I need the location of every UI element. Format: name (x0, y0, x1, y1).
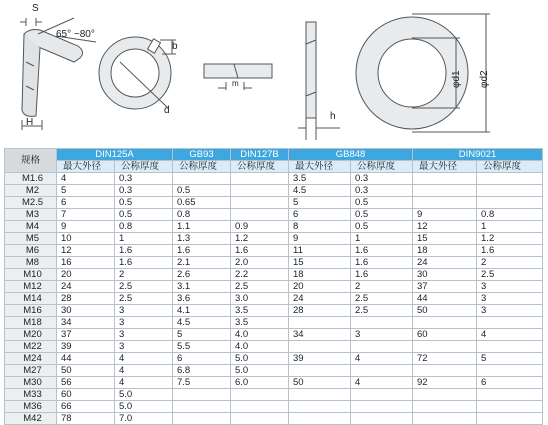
value-cell: 6 (477, 377, 543, 389)
value-cell: 16 (57, 257, 115, 269)
value-cell: 3.6 (173, 293, 231, 305)
value-cell: 3 (351, 329, 413, 341)
value-cell: 4.1 (173, 305, 231, 317)
value-cell: 1.1 (173, 221, 231, 233)
value-cell (351, 413, 413, 425)
value-cell (231, 209, 289, 221)
value-cell: 4 (115, 365, 173, 377)
value-cell: 0.8 (173, 209, 231, 221)
value-cell (231, 413, 289, 425)
value-cell: 0.8 (477, 209, 543, 221)
value-cell: 5.0 (115, 401, 173, 413)
col-din125a-od: 最大外径 (57, 161, 115, 173)
value-cell: 2.5 (115, 281, 173, 293)
value-cell: 4.5 (173, 317, 231, 329)
value-cell: 34 (289, 329, 351, 341)
value-cell: 28 (57, 293, 115, 305)
label-h-side: H (26, 117, 34, 128)
value-cell: 5 (173, 329, 231, 341)
table-row (5, 221, 543, 233)
std-gb848: GB848 (289, 149, 413, 161)
value-cell (351, 341, 413, 353)
size-cell: M12 (5, 281, 57, 293)
size-cell: M30 (5, 377, 57, 389)
size-cell: M16 (5, 305, 57, 317)
value-cell: 5.0 (231, 365, 289, 377)
col-gb848-thk: 公称厚度 (351, 161, 413, 173)
value-cell (413, 185, 477, 197)
value-cell (477, 401, 543, 413)
value-cell (477, 365, 543, 377)
value-cell (477, 389, 543, 401)
size-cell: M3 (5, 209, 57, 221)
size-cell: M42 (5, 413, 57, 425)
value-cell: 15 (289, 257, 351, 269)
value-cell: 78 (57, 413, 115, 425)
value-cell: 2.0 (231, 257, 289, 269)
size-cell: M1.6 (5, 173, 57, 185)
value-cell: 28 (289, 305, 351, 317)
value-cell: 2 (351, 281, 413, 293)
table-row (5, 413, 543, 425)
value-cell (289, 317, 351, 329)
value-cell: 2 (477, 257, 543, 269)
value-cell: 4 (57, 173, 115, 185)
value-cell (351, 401, 413, 413)
value-cell: 39 (57, 341, 115, 353)
value-cell: 0.3 (351, 173, 413, 185)
std-din125a: DIN125A (57, 149, 173, 161)
label-d1: φd1 (451, 70, 462, 88)
value-cell (173, 401, 231, 413)
size-cell: M5 (5, 233, 57, 245)
value-cell (173, 413, 231, 425)
value-cell: 44 (413, 293, 477, 305)
table-row (5, 245, 543, 257)
value-cell: 24 (289, 293, 351, 305)
value-cell (289, 389, 351, 401)
value-cell: 3.1 (173, 281, 231, 293)
value-cell: 0.5 (351, 221, 413, 233)
size-cell: M20 (5, 329, 57, 341)
value-cell (351, 317, 413, 329)
value-cell: 0.5 (351, 197, 413, 209)
table-row (5, 233, 543, 245)
value-cell: 3 (477, 293, 543, 305)
value-cell: 0.9 (231, 221, 289, 233)
size-cell: M4 (5, 221, 57, 233)
value-cell: 1 (477, 221, 543, 233)
value-cell: 24 (413, 257, 477, 269)
value-cell: 37 (413, 281, 477, 293)
value-cell: 15 (413, 233, 477, 245)
value-cell: 5 (289, 197, 351, 209)
value-cell (477, 413, 543, 425)
table-row (5, 185, 543, 197)
size-cell: M6 (5, 245, 57, 257)
value-cell (231, 173, 289, 185)
table-row (5, 257, 543, 269)
washer-spec-table (4, 148, 543, 425)
value-cell: 30 (413, 269, 477, 281)
table-row (5, 329, 543, 341)
technical-drawings (0, 0, 548, 145)
value-cell: 2.5 (231, 281, 289, 293)
value-cell: 20 (57, 269, 115, 281)
value-cell: 0.5 (115, 197, 173, 209)
value-cell: 4 (115, 353, 173, 365)
value-cell: 3.5 (289, 173, 351, 185)
value-cell: 44 (57, 353, 115, 365)
value-cell: 0.65 (173, 197, 231, 209)
size-cell: M36 (5, 401, 57, 413)
value-cell: 4 (351, 377, 413, 389)
value-cell: 1.2 (231, 233, 289, 245)
value-cell: 3.5 (231, 317, 289, 329)
value-cell (413, 413, 477, 425)
value-cell (289, 401, 351, 413)
value-cell: 3 (477, 305, 543, 317)
table-row (5, 305, 543, 317)
table-row (5, 173, 543, 185)
table-row (5, 401, 543, 413)
value-cell: 7.5 (173, 377, 231, 389)
value-cell: 1.6 (351, 269, 413, 281)
value-cell: 2.5 (351, 293, 413, 305)
col-din127b-thk: 公称厚度 (231, 161, 289, 173)
flat-washer-side-view (298, 22, 340, 140)
value-cell: 0.5 (351, 209, 413, 221)
value-cell: 3 (115, 305, 173, 317)
label-s: S (32, 3, 39, 14)
value-cell: 9 (289, 233, 351, 245)
value-cell: 4 (115, 377, 173, 389)
value-cell: 2.5 (477, 269, 543, 281)
table-row (5, 269, 543, 281)
value-cell: 50 (289, 377, 351, 389)
value-cell: 5 (57, 185, 115, 197)
value-cell (231, 185, 289, 197)
value-cell: 5.5 (173, 341, 231, 353)
value-cell: 2.2 (231, 269, 289, 281)
size-cell: M22 (5, 341, 57, 353)
value-cell (289, 365, 351, 377)
value-cell (413, 365, 477, 377)
value-cell: 1.6 (173, 245, 231, 257)
value-cell (351, 389, 413, 401)
value-cell: 3 (115, 341, 173, 353)
value-cell: 0.5 (115, 209, 173, 221)
table-row (5, 365, 543, 377)
table-row (5, 293, 543, 305)
value-cell: 37 (57, 329, 115, 341)
label-m: m (232, 79, 239, 88)
value-cell: 3.0 (231, 293, 289, 305)
value-cell: 4 (351, 353, 413, 365)
value-cell: 1.6 (115, 245, 173, 257)
value-cell: 4 (477, 329, 543, 341)
value-cell: 4.0 (231, 329, 289, 341)
value-cell: 0.3 (351, 185, 413, 197)
column-header-row (5, 161, 543, 173)
value-cell (231, 389, 289, 401)
value-cell: 1.6 (351, 257, 413, 269)
value-cell (413, 401, 477, 413)
table-row (5, 389, 543, 401)
value-cell (173, 389, 231, 401)
value-cell: 66 (57, 401, 115, 413)
col-din9021-thk: 公称厚度 (477, 161, 543, 173)
value-cell (477, 317, 543, 329)
value-cell: 0.8 (115, 221, 173, 233)
value-cell: 12 (57, 245, 115, 257)
label-b: b (172, 41, 178, 52)
value-cell: 60 (413, 329, 477, 341)
col-gb848-od: 最大外径 (289, 161, 351, 173)
value-cell: 7.0 (115, 413, 173, 425)
value-cell: 30 (57, 305, 115, 317)
value-cell: 3 (477, 281, 543, 293)
value-cell: 34 (57, 317, 115, 329)
value-cell: 6 (57, 197, 115, 209)
size-cell: M10 (5, 269, 57, 281)
table-row (5, 209, 543, 221)
value-cell: 4.0 (231, 341, 289, 353)
value-cell: 20 (289, 281, 351, 293)
flat-washer-front-view (356, 14, 490, 132)
size-cell: M2.5 (5, 197, 57, 209)
value-cell: 0.3 (115, 185, 173, 197)
value-cell (413, 317, 477, 329)
value-cell: 2.6 (173, 269, 231, 281)
size-cell: M18 (5, 317, 57, 329)
value-cell: 1 (115, 233, 173, 245)
label-angle: 65° ~80° (56, 29, 95, 40)
value-cell: 1.6 (351, 245, 413, 257)
value-cell: 1.3 (173, 233, 231, 245)
value-cell: 0.3 (115, 173, 173, 185)
col-gb93-thk: 公称厚度 (173, 161, 231, 173)
value-cell: 2.5 (115, 293, 173, 305)
table-row (5, 281, 543, 293)
value-cell: 60 (57, 389, 115, 401)
value-cell: 50 (57, 365, 115, 377)
value-cell: 8 (289, 221, 351, 233)
value-cell: 9 (413, 209, 477, 221)
std-gb93: GB93 (173, 149, 231, 161)
value-cell: 1 (351, 233, 413, 245)
value-cell (477, 185, 543, 197)
value-cell: 56 (57, 377, 115, 389)
value-cell: 2.5 (351, 305, 413, 317)
size-cell: M14 (5, 293, 57, 305)
size-header: 规格 (5, 149, 57, 173)
label-d: d (164, 105, 170, 116)
value-cell (351, 365, 413, 377)
value-cell: 72 (413, 353, 477, 365)
value-cell: 50 (413, 305, 477, 317)
value-cell: 1.6 (477, 245, 543, 257)
label-d2: φd2 (479, 70, 490, 88)
washer-drawings-svg (0, 0, 548, 145)
value-cell (413, 173, 477, 185)
value-cell: 92 (413, 377, 477, 389)
value-cell: 18 (289, 269, 351, 281)
size-cell: M2 (5, 185, 57, 197)
value-cell (231, 197, 289, 209)
table-row (5, 317, 543, 329)
std-din127b: DIN127B (231, 149, 289, 161)
spec-table-body (5, 173, 543, 425)
value-cell: 3.5 (231, 305, 289, 317)
value-cell: 1.2 (477, 233, 543, 245)
value-cell (413, 197, 477, 209)
value-cell (477, 173, 543, 185)
value-cell (289, 413, 351, 425)
size-cell: M8 (5, 257, 57, 269)
value-cell: 0.5 (173, 185, 231, 197)
label-h-flat: h (330, 111, 336, 122)
table-row (5, 377, 543, 389)
value-cell: 4.5 (289, 185, 351, 197)
value-cell (173, 173, 231, 185)
value-cell: 6 (173, 353, 231, 365)
value-cell: 5.0 (115, 389, 173, 401)
value-cell: 24 (57, 281, 115, 293)
table-row (5, 353, 543, 365)
value-cell (413, 389, 477, 401)
value-cell (231, 401, 289, 413)
col-din125a-thk: 公称厚度 (115, 161, 173, 173)
value-cell: 6 (289, 209, 351, 221)
value-cell: 3 (115, 317, 173, 329)
value-cell: 2 (115, 269, 173, 281)
size-cell: M33 (5, 389, 57, 401)
value-cell: 1.6 (115, 257, 173, 269)
value-cell (289, 341, 351, 353)
value-cell: 9 (57, 221, 115, 233)
value-cell (413, 341, 477, 353)
value-cell: 6.8 (173, 365, 231, 377)
value-cell (477, 341, 543, 353)
value-cell: 1.6 (231, 245, 289, 257)
standards-header-row (5, 149, 543, 161)
value-cell: 12 (413, 221, 477, 233)
value-cell: 5.0 (231, 353, 289, 365)
col-din9021-od: 最大外径 (413, 161, 477, 173)
value-cell: 10 (57, 233, 115, 245)
std-din9021: DIN9021 (413, 149, 543, 161)
value-cell: 5 (477, 353, 543, 365)
spring-washer-top-view (99, 37, 176, 109)
table-row (5, 197, 543, 209)
value-cell: 11 (289, 245, 351, 257)
value-cell: 7 (57, 209, 115, 221)
value-cell: 2.1 (173, 257, 231, 269)
value-cell: 39 (289, 353, 351, 365)
value-cell: 18 (413, 245, 477, 257)
value-cell: 3 (115, 329, 173, 341)
size-cell: M27 (5, 365, 57, 377)
value-cell (477, 197, 543, 209)
table-row (5, 341, 543, 353)
value-cell: 6.0 (231, 377, 289, 389)
size-cell: M24 (5, 353, 57, 365)
